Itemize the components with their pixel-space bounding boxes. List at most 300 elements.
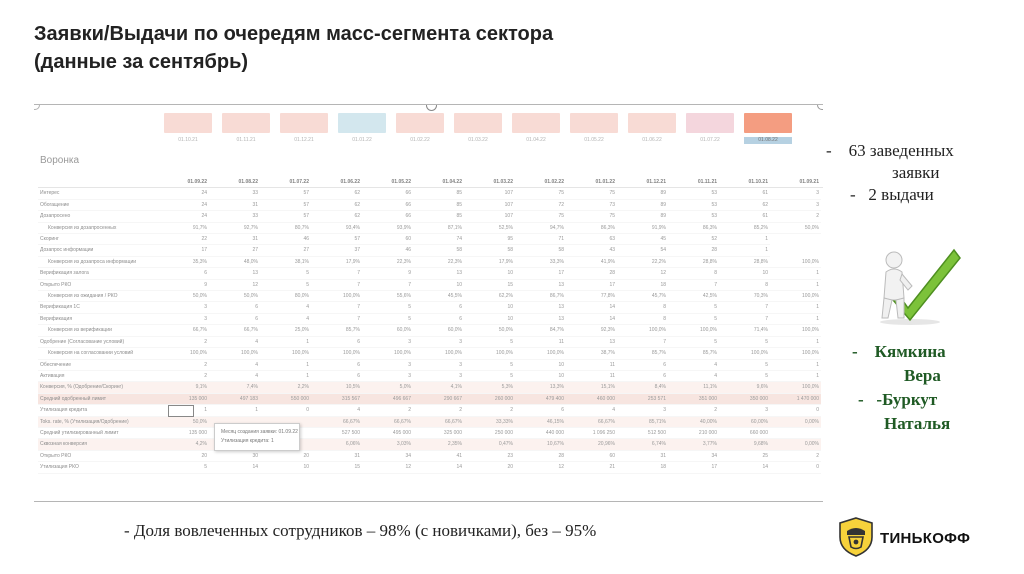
month-bar-swatch[interactable]: [628, 113, 676, 133]
table-cell[interactable]: 33,33%: [464, 416, 515, 427]
table-cell[interactable]: 57: [260, 188, 311, 199]
table-cell[interactable]: 1: [209, 405, 260, 416]
table-cell[interactable]: 1: [719, 234, 770, 245]
table-cell[interactable]: 73: [566, 199, 617, 210]
table-cell[interactable]: 4,2%: [158, 439, 209, 450]
selected-cell[interactable]: [168, 405, 194, 417]
table-cell[interactable]: 6: [209, 302, 260, 313]
month-bar-swatch[interactable]: [512, 113, 560, 133]
month-tab[interactable]: [512, 113, 560, 144]
table-cell[interactable]: 87,1%: [413, 222, 464, 233]
table-cell[interactable]: 3,03%: [362, 439, 413, 450]
table-cell[interactable]: 55,6%: [362, 291, 413, 302]
table-cell[interactable]: 3: [413, 336, 464, 347]
table-cell[interactable]: 460 000: [566, 393, 617, 404]
table-cell[interactable]: 9: [362, 268, 413, 279]
table-cell[interactable]: 0: [260, 405, 311, 416]
table-cell[interactable]: 46,15%: [515, 416, 566, 427]
table-cell[interactable]: 38,1%: [260, 256, 311, 267]
table-cell[interactable]: 5: [668, 336, 719, 347]
table-cell[interactable]: 3: [770, 199, 821, 210]
table-cell[interactable]: 1: [260, 370, 311, 381]
table-cell[interactable]: 58: [464, 245, 515, 256]
table-cell[interactable]: 17: [566, 279, 617, 290]
table-cell[interactable]: 5: [719, 336, 770, 347]
table-cell[interactable]: 12: [362, 462, 413, 473]
table-cell[interactable]: 3: [413, 359, 464, 370]
table-cell[interactable]: 3,77%: [668, 439, 719, 450]
table-cell[interactable]: 71: [515, 234, 566, 245]
table-cell[interactable]: 50,0%: [464, 325, 515, 336]
table-cell[interactable]: 10: [515, 359, 566, 370]
table-cell[interactable]: 315 567: [311, 393, 362, 404]
table-cell[interactable]: 100,0%: [311, 291, 362, 302]
table-cell[interactable]: 3: [770, 188, 821, 199]
table-cell[interactable]: 80,7%: [260, 222, 311, 233]
table-cell[interactable]: 66,67%: [362, 416, 413, 427]
table-cell[interactable]: 20: [260, 450, 311, 461]
table-cell[interactable]: 4: [209, 336, 260, 347]
column-header[interactable]: 01.04.22: [413, 177, 464, 188]
table-cell[interactable]: 62: [311, 199, 362, 210]
table-cell[interactable]: 5: [464, 336, 515, 347]
table-cell[interactable]: 1: [158, 405, 209, 416]
table-cell[interactable]: 86,7%: [515, 291, 566, 302]
table-cell[interactable]: 100,0%: [209, 348, 260, 359]
table-cell[interactable]: 135 000: [158, 393, 209, 404]
table-cell[interactable]: 7: [668, 279, 719, 290]
table-cell[interactable]: 7: [719, 313, 770, 324]
table-cell[interactable]: 3: [158, 313, 209, 324]
table-cell[interactable]: 100,0%: [770, 348, 821, 359]
table-cell[interactable]: 107: [464, 199, 515, 210]
table-cell[interactable]: 10: [464, 302, 515, 313]
table-cell[interactable]: 13: [515, 313, 566, 324]
table-cell[interactable]: 135 000: [158, 427, 209, 438]
table-cell[interactable]: 66,67%: [566, 416, 617, 427]
table-cell[interactable]: 5,3%: [464, 382, 515, 393]
table-cell[interactable]: 17: [158, 245, 209, 256]
table-cell[interactable]: 2: [413, 405, 464, 416]
table-cell[interactable]: 100,0%: [770, 382, 821, 393]
table-cell[interactable]: 60: [566, 450, 617, 461]
table-cell[interactable]: 11: [515, 336, 566, 347]
table-cell[interactable]: 54: [617, 245, 668, 256]
table-cell[interactable]: 4: [260, 302, 311, 313]
table-cell[interactable]: 2: [362, 405, 413, 416]
month-tab[interactable]: [628, 113, 676, 144]
table-cell[interactable]: 48,0%: [209, 256, 260, 267]
table-cell[interactable]: 50,0%: [158, 416, 209, 427]
table-cell[interactable]: 74: [413, 234, 464, 245]
table-cell[interactable]: 7: [311, 279, 362, 290]
table-cell[interactable]: 66: [362, 188, 413, 199]
table-cell[interactable]: 6: [413, 313, 464, 324]
table-cell[interactable]: 10: [515, 370, 566, 381]
table-cell[interactable]: 9: [158, 279, 209, 290]
table-cell[interactable]: 660 000: [719, 427, 770, 438]
table-cell[interactable]: 85: [413, 199, 464, 210]
table-cell[interactable]: 31: [209, 199, 260, 210]
table-cell[interactable]: 100,0%: [770, 325, 821, 336]
table-cell[interactable]: 7: [311, 268, 362, 279]
table-cell[interactable]: 10: [260, 462, 311, 473]
table-cell[interactable]: 7: [617, 336, 668, 347]
table-cell[interactable]: 84,7%: [515, 325, 566, 336]
table-cell[interactable]: 60,0%: [362, 325, 413, 336]
table-cell[interactable]: 10: [464, 313, 515, 324]
table-cell[interactable]: 40,00%: [668, 416, 719, 427]
table-cell[interactable]: 9,6%: [719, 382, 770, 393]
table-cell[interactable]: 5: [260, 279, 311, 290]
table-cell[interactable]: 91,9%: [617, 222, 668, 233]
table-cell[interactable]: 50,0%: [158, 291, 209, 302]
table-cell[interactable]: 52,5%: [464, 222, 515, 233]
table-cell[interactable]: 20: [464, 462, 515, 473]
table-cell[interactable]: 53: [668, 211, 719, 222]
table-cell[interactable]: 5: [719, 359, 770, 370]
table-cell[interactable]: 31: [311, 450, 362, 461]
table-cell[interactable]: 89: [617, 211, 668, 222]
table-cell[interactable]: 62: [311, 211, 362, 222]
table-cell[interactable]: 89: [617, 188, 668, 199]
table-cell[interactable]: 28: [515, 450, 566, 461]
table-cell[interactable]: 3: [158, 302, 209, 313]
table-cell[interactable]: 17: [668, 462, 719, 473]
table-cell[interactable]: 53: [668, 199, 719, 210]
table-cell[interactable]: 0: [770, 405, 821, 416]
table-cell[interactable]: 1 470 000: [770, 393, 821, 404]
table-cell[interactable]: 20,96%: [566, 439, 617, 450]
table-cell[interactable]: 8: [617, 302, 668, 313]
table-cell[interactable]: 93,9%: [362, 222, 413, 233]
table-cell[interactable]: 93,4%: [311, 222, 362, 233]
table-cell[interactable]: 1: [770, 336, 821, 347]
table-cell[interactable]: 58: [515, 245, 566, 256]
table-cell[interactable]: 38,7%: [566, 348, 617, 359]
column-header[interactable]: [821, 177, 823, 188]
table-cell[interactable]: 4: [260, 313, 311, 324]
table-cell[interactable]: 35,3%: [158, 256, 209, 267]
column-header[interactable]: 01.11.21: [668, 177, 719, 188]
table-cell[interactable]: 22,3%: [413, 256, 464, 267]
table-cell[interactable]: 17,9%: [464, 256, 515, 267]
table-cell[interactable]: 3: [362, 370, 413, 381]
month-bar-swatch[interactable]: [744, 113, 792, 133]
table-cell[interactable]: 15,1%: [566, 382, 617, 393]
table-cell[interactable]: 6: [209, 313, 260, 324]
table-cell[interactable]: 27: [209, 245, 260, 256]
table-cell[interactable]: 15: [464, 279, 515, 290]
table-cell[interactable]: 12: [515, 462, 566, 473]
table-cell[interactable]: 2: [158, 370, 209, 381]
month-bar-swatch[interactable]: [280, 113, 328, 133]
table-cell[interactable]: 60: [362, 234, 413, 245]
month-bar-swatch[interactable]: [570, 113, 618, 133]
table-cell[interactable]: 1: [770, 279, 821, 290]
table-cell[interactable]: 86,3%: [668, 222, 719, 233]
month-tab[interactable]: [396, 113, 444, 144]
table-cell[interactable]: 23: [464, 450, 515, 461]
table-cell[interactable]: 50,0%: [209, 291, 260, 302]
table-cell[interactable]: 6,06%: [311, 439, 362, 450]
table-cell[interactable]: 28,8%: [668, 256, 719, 267]
table-cell[interactable]: 12: [209, 279, 260, 290]
table-cell[interactable]: 75: [566, 188, 617, 199]
table-cell[interactable]: 85: [413, 211, 464, 222]
month-bar-swatch[interactable]: [686, 113, 734, 133]
table-cell[interactable]: 66: [362, 211, 413, 222]
table-cell[interactable]: 250 000: [464, 427, 515, 438]
table-cell[interactable]: 2,35%: [413, 439, 464, 450]
month-bar-swatch[interactable]: [164, 113, 212, 133]
table-cell[interactable]: 62: [719, 199, 770, 210]
table-cell[interactable]: 13: [515, 302, 566, 313]
table-cell[interactable]: 4: [566, 405, 617, 416]
column-header[interactable]: 01.08.22: [209, 177, 260, 188]
table-cell[interactable]: 3: [362, 336, 413, 347]
table-cell[interactable]: 21: [566, 462, 617, 473]
table-cell[interactable]: 6: [311, 370, 362, 381]
table-cell[interactable]: 5: [668, 313, 719, 324]
table-cell[interactable]: 13: [515, 279, 566, 290]
table-cell[interactable]: 72: [515, 199, 566, 210]
column-header[interactable]: 01.07.22: [260, 177, 311, 188]
month-tab[interactable]: [454, 113, 502, 144]
month-tab[interactable]: [686, 113, 734, 144]
table-cell[interactable]: 100,0%: [770, 256, 821, 267]
table-cell[interactable]: 75: [566, 211, 617, 222]
table-cell[interactable]: 57: [311, 234, 362, 245]
table-cell[interactable]: 57: [260, 211, 311, 222]
table-cell[interactable]: 7,4%: [209, 382, 260, 393]
table-cell[interactable]: 3: [617, 405, 668, 416]
table-cell[interactable]: 9,68%: [719, 439, 770, 450]
table-cell[interactable]: 43: [566, 245, 617, 256]
table-cell[interactable]: 3: [719, 405, 770, 416]
table-cell[interactable]: 12: [617, 268, 668, 279]
month-tab[interactable]: [338, 113, 386, 144]
table-cell[interactable]: 2: [668, 405, 719, 416]
table-cell[interactable]: 351 000: [668, 393, 719, 404]
table-cell[interactable]: 11: [566, 370, 617, 381]
table-cell[interactable]: 5: [158, 462, 209, 473]
month-bar-swatch[interactable]: [222, 113, 270, 133]
table-cell[interactable]: 5: [464, 370, 515, 381]
table-cell[interactable]: 10,67%: [515, 439, 566, 450]
table-cell[interactable]: 17: [515, 268, 566, 279]
table-cell[interactable]: 13,3%: [515, 382, 566, 393]
table-cell[interactable]: 325 000: [413, 427, 464, 438]
table-cell[interactable]: 497 183: [209, 393, 260, 404]
table-cell[interactable]: 45,7%: [617, 291, 668, 302]
table-cell[interactable]: 27: [260, 245, 311, 256]
table-cell[interactable]: 290 667: [413, 393, 464, 404]
table-cell[interactable]: 71,4%: [719, 325, 770, 336]
table-cell[interactable]: 14: [566, 313, 617, 324]
table-cell[interactable]: 70,3%: [719, 291, 770, 302]
table-cell[interactable]: 63: [566, 234, 617, 245]
table-cell[interactable]: 45,5%: [413, 291, 464, 302]
table-cell[interactable]: 479 400: [515, 393, 566, 404]
column-header[interactable]: 01.03.22: [464, 177, 515, 188]
table-cell[interactable]: 5: [719, 370, 770, 381]
table-cell[interactable]: 34: [362, 450, 413, 461]
table-cell[interactable]: 2: [158, 359, 209, 370]
table-cell[interactable]: 6: [311, 359, 362, 370]
table-cell[interactable]: 107: [464, 188, 515, 199]
month-bar-swatch[interactable]: [338, 113, 386, 133]
table-cell[interactable]: 14: [413, 462, 464, 473]
table-cell[interactable]: 1: [770, 370, 821, 381]
table-cell[interactable]: 6: [515, 405, 566, 416]
month-bar-swatch[interactable]: [396, 113, 444, 133]
table-cell[interactable]: 75: [515, 211, 566, 222]
resize-handle[interactable]: [426, 104, 437, 111]
table-cell[interactable]: 7: [362, 279, 413, 290]
table-cell[interactable]: 85,7%: [311, 325, 362, 336]
table-cell[interactable]: 1: [770, 268, 821, 279]
table-cell[interactable]: 15: [311, 462, 362, 473]
table-cell[interactable]: 31: [209, 234, 260, 245]
table-cell[interactable]: 95: [464, 234, 515, 245]
column-header[interactable]: [38, 177, 158, 188]
column-header[interactable]: 01.10.21: [719, 177, 770, 188]
table-cell[interactable]: 100,0%: [362, 348, 413, 359]
column-header[interactable]: 01.01.22: [566, 177, 617, 188]
table-cell[interactable]: 13: [413, 268, 464, 279]
table-cell[interactable]: 10: [719, 268, 770, 279]
table-cell[interactable]: 100,0%: [617, 325, 668, 336]
table-cell[interactable]: 60,00%: [719, 416, 770, 427]
table-cell[interactable]: 4: [668, 359, 719, 370]
table-cell[interactable]: 0,00%: [770, 439, 821, 450]
table-cell[interactable]: 100,0%: [260, 348, 311, 359]
table-cell[interactable]: 66: [362, 199, 413, 210]
column-header[interactable]: 01.09.22: [158, 177, 209, 188]
table-cell[interactable]: 66,67%: [413, 416, 464, 427]
table-cell[interactable]: 1: [260, 336, 311, 347]
table-cell[interactable]: 75: [515, 188, 566, 199]
month-tab[interactable]: [744, 113, 792, 144]
table-cell[interactable]: 66,67%: [311, 416, 362, 427]
table-cell[interactable]: 527 500: [311, 427, 362, 438]
table-cell[interactable]: 28,8%: [719, 256, 770, 267]
table-cell[interactable]: 58: [413, 245, 464, 256]
table-cell[interactable]: 11: [566, 359, 617, 370]
table-cell[interactable]: 33: [209, 188, 260, 199]
table-cell[interactable]: 24: [158, 211, 209, 222]
table-cell[interactable]: 14: [209, 462, 260, 473]
table-cell[interactable]: 4: [209, 359, 260, 370]
table-cell[interactable]: 45: [617, 234, 668, 245]
table-cell[interactable]: 6: [158, 268, 209, 279]
table-cell[interactable]: 31: [617, 450, 668, 461]
table-cell[interactable]: 6,74%: [617, 439, 668, 450]
table-cell[interactable]: 10: [464, 268, 515, 279]
table-cell[interactable]: 28: [566, 268, 617, 279]
table-cell[interactable]: 6: [311, 336, 362, 347]
table-cell[interactable]: 24: [158, 188, 209, 199]
table-cell[interactable]: 7: [719, 302, 770, 313]
table-cell[interactable]: 1: [770, 302, 821, 313]
table-cell[interactable]: 86,3%: [566, 222, 617, 233]
table-cell[interactable]: 33,3%: [515, 256, 566, 267]
table-cell[interactable]: 4,1%: [413, 382, 464, 393]
table-cell[interactable]: 85,7%: [668, 348, 719, 359]
table-cell[interactable]: 60,0%: [413, 325, 464, 336]
table-cell[interactable]: 34: [668, 450, 719, 461]
table-cell[interactable]: 9,1%: [158, 382, 209, 393]
table-cell[interactable]: 10: [413, 279, 464, 290]
table-cell[interactable]: 14: [719, 462, 770, 473]
table-cell[interactable]: 550 000: [260, 393, 311, 404]
table-cell[interactable]: 7: [311, 313, 362, 324]
column-header[interactable]: 01.12.21: [617, 177, 668, 188]
table-cell[interactable]: 22,2%: [617, 256, 668, 267]
table-cell[interactable]: 62,2%: [464, 291, 515, 302]
table-cell[interactable]: 13: [566, 336, 617, 347]
table-cell[interactable]: 5: [464, 359, 515, 370]
table-cell[interactable]: 5: [260, 268, 311, 279]
table-cell[interactable]: 5: [362, 302, 413, 313]
table-cell[interactable]: 89: [617, 199, 668, 210]
table-cell[interactable]: 1: [260, 359, 311, 370]
table-cell[interactable]: 0,00%: [770, 416, 821, 427]
table-cell[interactable]: 92,7%: [209, 222, 260, 233]
table-cell[interactable]: 2: [158, 336, 209, 347]
table-cell[interactable]: 42,5%: [668, 291, 719, 302]
table-cell[interactable]: 61: [719, 188, 770, 199]
table-cell[interactable]: 85: [413, 188, 464, 199]
table-cell[interactable]: 350 000: [719, 393, 770, 404]
table-cell[interactable]: 107: [464, 211, 515, 222]
table-cell[interactable]: 66,7%: [158, 325, 209, 336]
table-cell[interactable]: 100,0%: [311, 348, 362, 359]
table-cell[interactable]: 14: [566, 302, 617, 313]
month-bar-swatch[interactable]: [454, 113, 502, 133]
table-cell[interactable]: 1: [770, 313, 821, 324]
table-cell[interactable]: 61: [719, 211, 770, 222]
table-cell[interactable]: 3: [413, 370, 464, 381]
table-cell[interactable]: 8: [668, 268, 719, 279]
table-cell[interactable]: 8: [617, 313, 668, 324]
month-tab[interactable]: [280, 113, 328, 144]
column-header[interactable]: 01.09.21: [770, 177, 821, 188]
table-cell[interactable]: 253 571: [617, 393, 668, 404]
table-cell[interactable]: 85,7%: [617, 348, 668, 359]
table-cell[interactable]: 41: [413, 450, 464, 461]
table-cell[interactable]: 28: [668, 245, 719, 256]
table-cell[interactable]: 5: [362, 313, 413, 324]
table-cell[interactable]: 62: [311, 188, 362, 199]
table-cell[interactable]: 92,3%: [566, 325, 617, 336]
table-cell[interactable]: 24: [158, 199, 209, 210]
table-cell[interactable]: 25: [719, 450, 770, 461]
table-cell[interactable]: 100,0%: [719, 348, 770, 359]
table-cell[interactable]: 46: [260, 234, 311, 245]
table-cell[interactable]: 2: [770, 450, 821, 461]
table-cell[interactable]: 30: [209, 450, 260, 461]
table-cell[interactable]: 0: [770, 462, 821, 473]
table-cell[interactable]: 77,8%: [566, 291, 617, 302]
table-cell[interactable]: 80,0%: [260, 291, 311, 302]
month-tab[interactable]: [164, 113, 212, 144]
table-cell[interactable]: 100,0%: [464, 348, 515, 359]
table-cell[interactable]: 85,2%: [719, 222, 770, 233]
table-cell[interactable]: [770, 427, 821, 438]
table-cell[interactable]: 18: [617, 462, 668, 473]
